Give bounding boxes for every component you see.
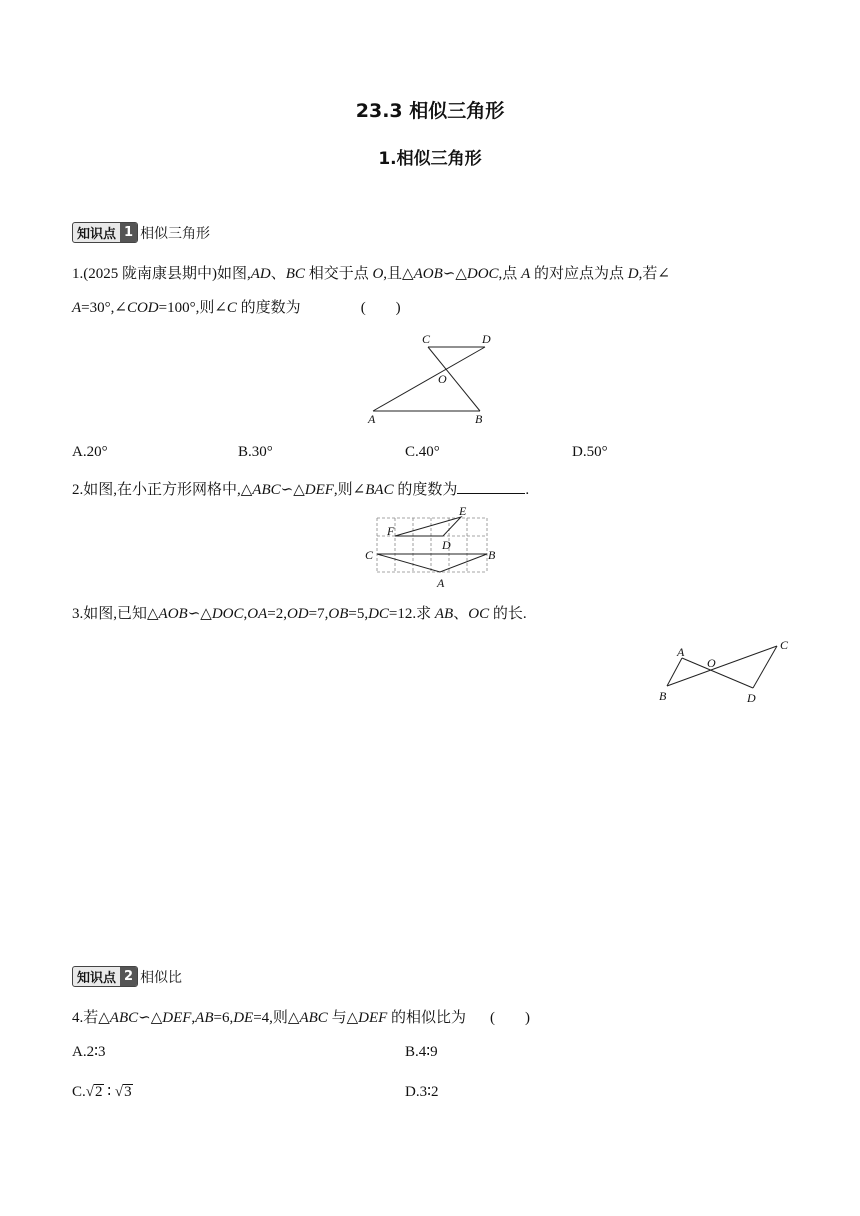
figure-label-D: D <box>482 332 491 346</box>
figure-label-O: O <box>707 656 716 670</box>
knowledge-point-number: 1 <box>120 223 137 242</box>
knowledge-point-badge-text: 知识点 <box>77 227 117 242</box>
figure-label-C: C <box>422 332 431 346</box>
answer-parentheses: ( ) <box>360 300 401 316</box>
question-2-figure <box>360 504 500 594</box>
figure-label-B: B <box>659 689 667 703</box>
knowledge-point-badge <box>72 966 138 987</box>
figure-label-A: A <box>677 645 685 659</box>
figure-label-A: A <box>368 412 376 426</box>
page-subtitle: 1.相似三角形 <box>378 149 482 169</box>
figure-label-F: F <box>387 524 395 538</box>
knowledge-point-label: 相似比 <box>140 969 183 986</box>
question-4-option-b[interactable]: B.4∶9 <box>405 1044 438 1060</box>
knowledge-point-number: 2 <box>120 967 137 986</box>
knowledge-point-1-header <box>72 222 210 243</box>
figure-label-B: B <box>488 548 496 562</box>
answer-parentheses: ( ) <box>490 1010 531 1026</box>
question-1-line-1: 1.(2025 陇南康县期中)如图,AD、BC 相交于点 O,且△AOB∽△DOC,点 A 的对应点为点 D,若∠ <box>72 266 670 282</box>
question-1-option-b[interactable]: B.30° <box>238 444 273 460</box>
knowledge-point-2-header <box>72 966 182 987</box>
figure-label-E: E <box>459 504 467 518</box>
question-4-text: 4.若△ABC∽△DEF,AB=6,DE=4,则△ABC 与△DEF 的相似比为 ( ) <box>72 1010 531 1026</box>
knowledge-point-label: 相似三角形 <box>140 225 211 242</box>
knowledge-point-badge-text: 知识点 <box>77 971 117 986</box>
question-3-text: 3.如图,已知△AOB∽△DOC,OA=2,OD=7,OB=5,DC=12.求 AB、OC 的长. <box>72 606 527 622</box>
question-1-option-c[interactable]: C.40° <box>405 444 440 460</box>
question-1-option-a[interactable]: A.20° <box>72 444 108 460</box>
figure-label-C: C <box>365 548 374 562</box>
question-3-figure <box>655 636 800 708</box>
figure-label-A: A <box>437 576 445 590</box>
question-2-text: 2.如图,在小正方形网格中,△ABC∽△DEF,则∠BAC 的度数为 . <box>72 478 529 499</box>
question-1-option-d[interactable]: D.50° <box>572 444 608 460</box>
question-4-option-a[interactable]: A.2∶3 <box>72 1044 106 1060</box>
answer-blank[interactable] <box>457 479 525 494</box>
knowledge-point-badge <box>72 222 138 243</box>
question-4-option-d[interactable]: D.3∶2 <box>405 1084 439 1100</box>
question-1-line-2: A=30°,∠COD=100°,则∠C 的度数为 ( ) <box>72 300 401 316</box>
figure-label-D: D <box>747 691 756 705</box>
figure-label-B: B <box>475 412 483 426</box>
figure-label-O: O <box>438 372 447 386</box>
figure-label-D: D <box>442 538 451 552</box>
page-title: 23.3 相似三角形 <box>355 100 505 122</box>
question-4-option-c[interactable]: C.√2 ∶ √3 <box>72 1084 132 1100</box>
question-1-figure <box>360 330 500 430</box>
figure-label-C: C <box>780 638 789 652</box>
